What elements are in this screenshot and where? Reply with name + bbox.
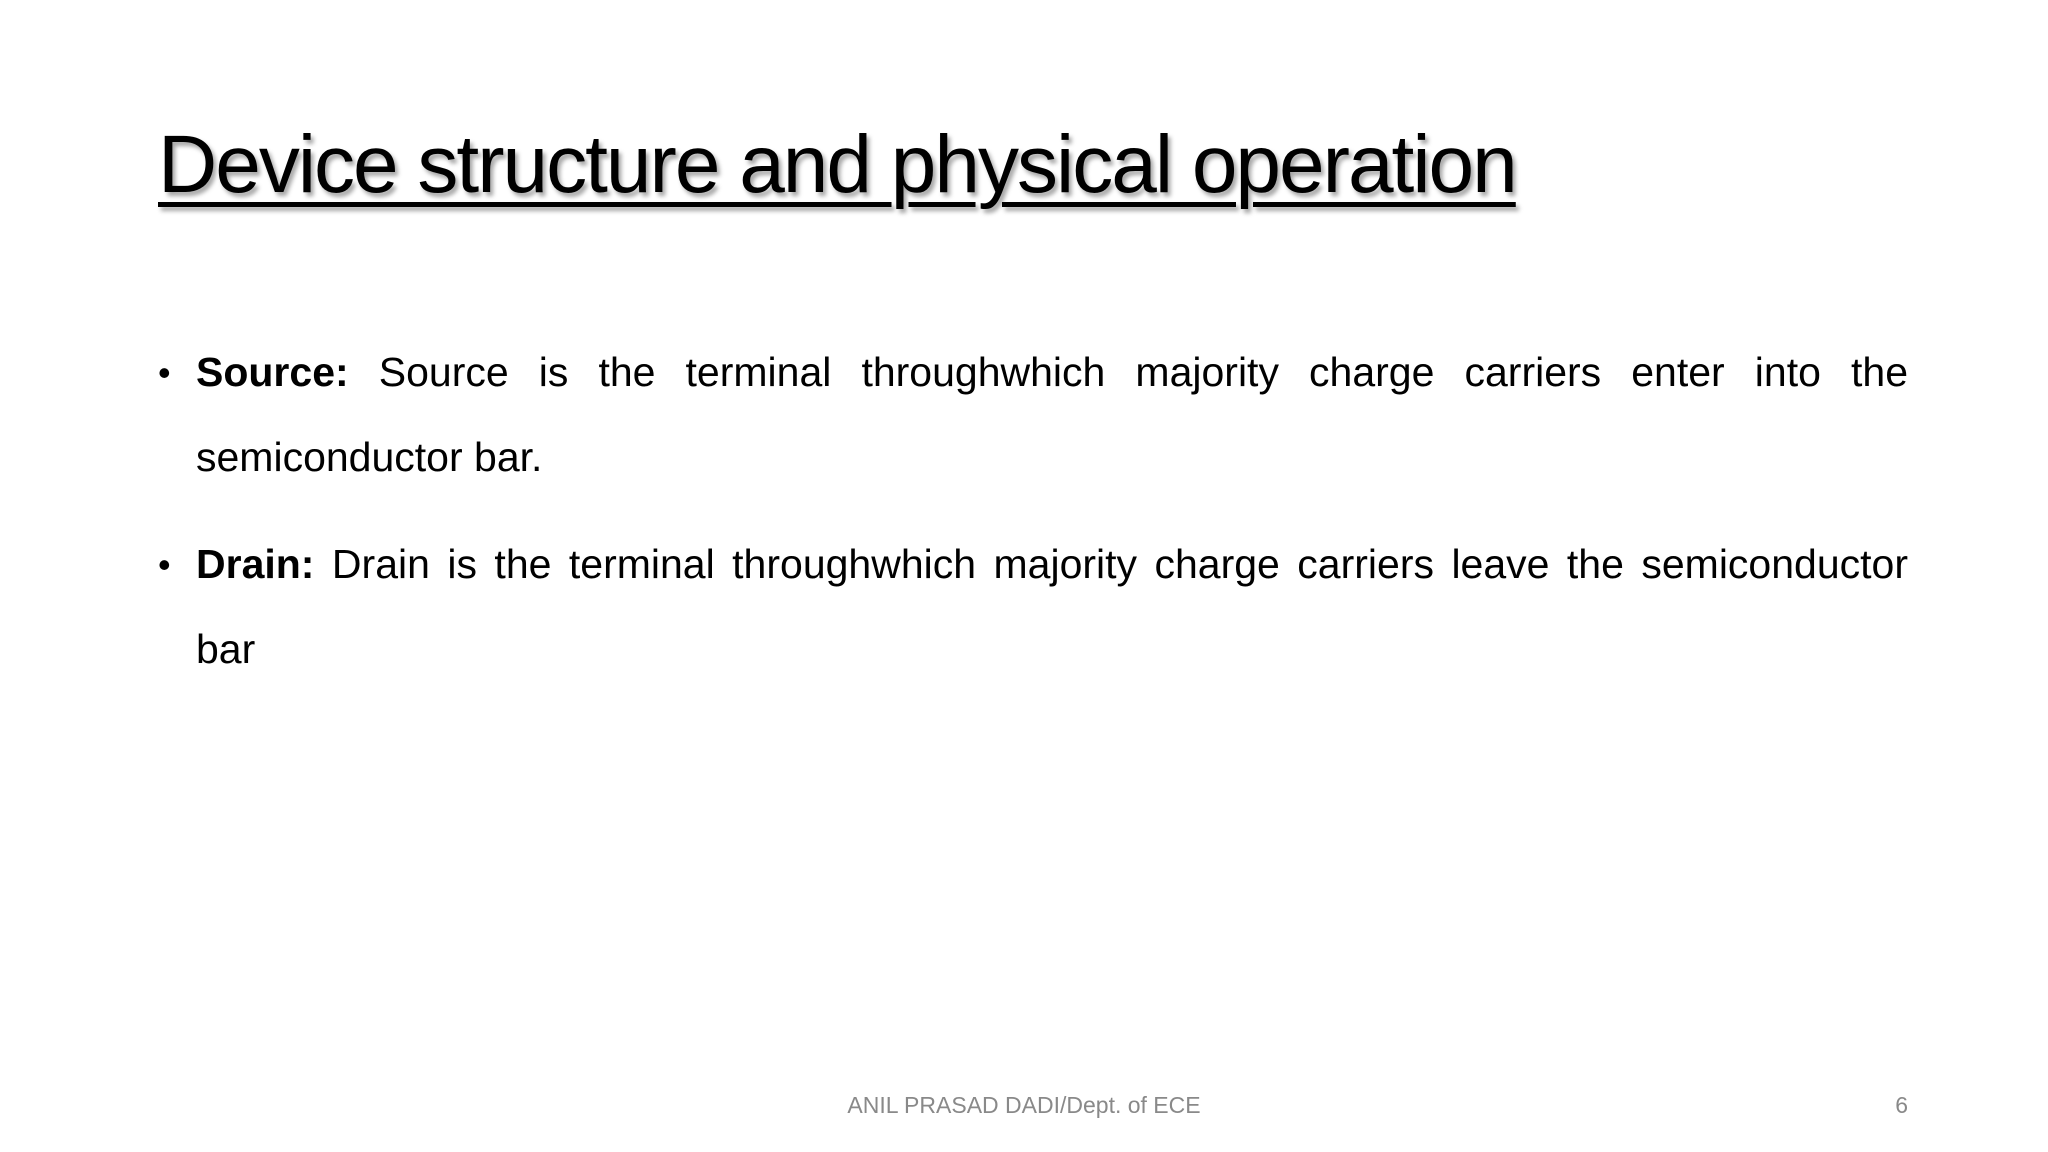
bullet-item-drain xyxy=(158,522,1908,692)
bullet-icon: • xyxy=(158,544,171,585)
bullet-text: Drain is the terminal throughwhich majority charge carriers leave the semiconductor bar xyxy=(196,541,1908,672)
bullet-icon: • xyxy=(158,352,171,393)
bullet-term: Drain: xyxy=(196,541,315,587)
bullet-list xyxy=(158,330,1908,714)
bullet-term: Source: xyxy=(196,349,349,395)
bullet-item-source xyxy=(158,330,1908,500)
bullet-text: Source is the terminal throughwhich majority charge carriers enter into the semiconductor bar. xyxy=(196,349,1908,480)
slide-title: Device structure and physical operation xyxy=(158,119,1516,210)
slide-footer: ANIL PRASAD DADI/Dept. of ECE xyxy=(847,1092,1201,1118)
page-number: 6 xyxy=(1895,1092,1908,1118)
